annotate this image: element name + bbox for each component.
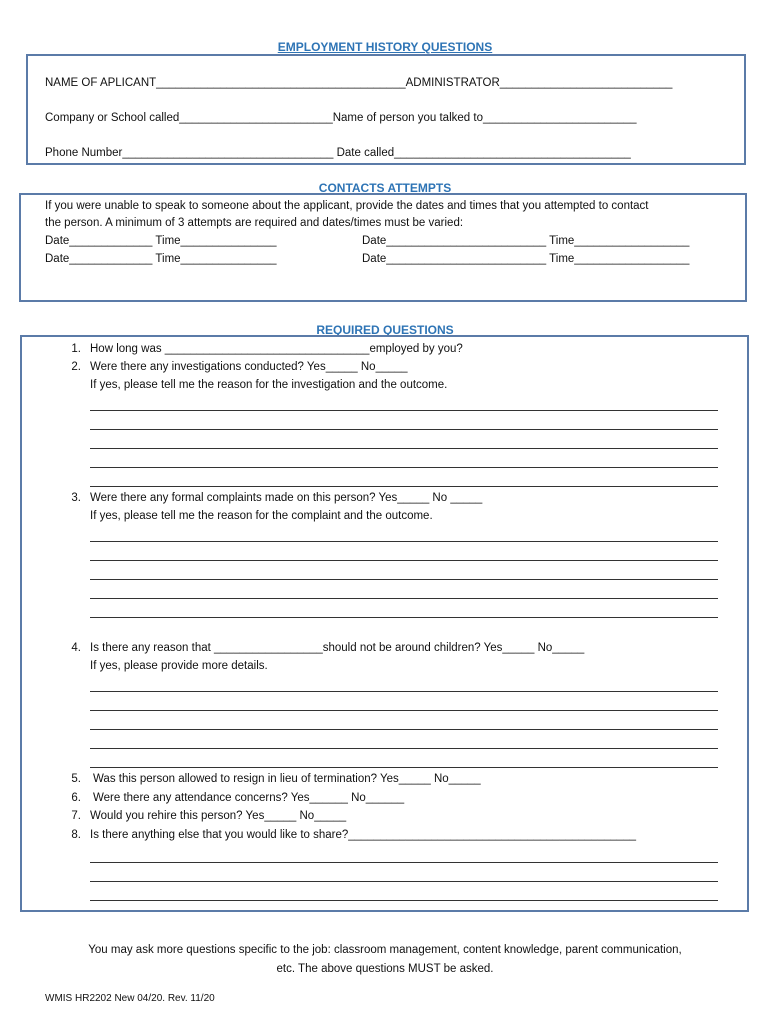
q8-answer-line[interactable] bbox=[90, 900, 718, 901]
q4-answer-line[interactable] bbox=[90, 767, 718, 768]
q2-text[interactable]: Were there any investigations conducted? Yes_____ No_____ bbox=[90, 361, 408, 373]
attempt-1-date-time[interactable]: Date_____________ Time_______________ bbox=[45, 235, 277, 247]
q2-answer-line[interactable] bbox=[90, 486, 718, 487]
q4-followup: If yes, please provide more details. bbox=[90, 660, 268, 672]
required-questions-title: REQUIRED QUESTIONS bbox=[316, 323, 454, 337]
q8-answer-line[interactable] bbox=[90, 862, 718, 863]
q1-text[interactable]: How long was ________________________________employed by you? bbox=[90, 343, 463, 355]
q2-answer-line[interactable] bbox=[90, 448, 718, 449]
contacts-instructions-2: the person. A minimum of 3 attempts are required and dates/times must be varied: bbox=[45, 217, 464, 229]
q2-answer-line[interactable] bbox=[90, 467, 718, 468]
q2-answer-line[interactable] bbox=[90, 429, 718, 430]
q4-answer-line[interactable] bbox=[90, 710, 718, 711]
form-id: WMIS HR2202 New 04/20. Rev. 11/20 bbox=[45, 993, 215, 1004]
page-title: EMPLOYMENT HISTORY QUESTIONS bbox=[277, 40, 493, 54]
q4-answer-line[interactable] bbox=[90, 691, 718, 692]
q2-answer-line[interactable] bbox=[90, 410, 718, 411]
q4-answer-line[interactable] bbox=[90, 729, 718, 730]
q4-number: 4. bbox=[71, 642, 81, 654]
q4-answer-line[interactable] bbox=[90, 748, 718, 749]
q8-text[interactable]: Is there anything else that you would like to share?_____________________________________________ bbox=[90, 829, 637, 841]
q6-number: 6. bbox=[71, 792, 81, 804]
q2-number: 2. bbox=[71, 361, 81, 373]
q7-number: 7. bbox=[71, 810, 81, 822]
q3-answer-line[interactable] bbox=[90, 617, 718, 618]
q8-number: 8. bbox=[71, 829, 81, 841]
q3-text[interactable]: Were there any formal complaints made on this person? Yes_____ No _____ bbox=[90, 492, 483, 504]
q2-followup: If yes, please tell me the reason for the investigation and the outcome. bbox=[90, 379, 448, 391]
company-contact-row[interactable]: Company or School called________________________Name of person you talked to________________________ bbox=[45, 112, 637, 124]
q1-number: 1. bbox=[71, 343, 81, 355]
q3-number: 3. bbox=[71, 492, 81, 504]
applicant-administrator-row[interactable]: NAME OF APLICANT_______________________________________ADMINISTRATOR___________________________ bbox=[45, 77, 673, 89]
q3-answer-line[interactable] bbox=[90, 560, 718, 561]
q3-answer-line[interactable] bbox=[90, 579, 718, 580]
attempt-2-date-time[interactable]: Date_________________________ Time__________________ bbox=[362, 235, 690, 247]
q8-answer-line[interactable] bbox=[90, 881, 718, 882]
q7-text[interactable]: Would you rehire this person? Yes_____ No_____ bbox=[90, 810, 347, 822]
footer-note-1: You may ask more questions specific to the job: classroom management, content knowledge, parent communication, bbox=[88, 944, 682, 956]
q6-text[interactable]: Were there any attendance concerns? Yes______ No______ bbox=[93, 792, 405, 804]
attempt-3-date-time[interactable]: Date_____________ Time_______________ bbox=[45, 253, 277, 265]
phone-date-row[interactable]: Phone Number_________________________________ Date called_____________________________________ bbox=[45, 147, 631, 159]
q3-answer-line[interactable] bbox=[90, 598, 718, 599]
q4-text[interactable]: Is there any reason that _________________should not be around children? Yes_____ No_____ bbox=[90, 642, 585, 654]
attempt-4-date-time[interactable]: Date_________________________ Time__________________ bbox=[362, 253, 690, 265]
q5-text[interactable]: Was this person allowed to resign in lieu of termination? Yes_____ No_____ bbox=[93, 773, 481, 785]
required-questions-box bbox=[20, 335, 749, 912]
q5-number: 5. bbox=[71, 773, 81, 785]
q3-answer-line[interactable] bbox=[90, 541, 718, 542]
contacts-attempts-title: CONTACTS ATTEMPTS bbox=[318, 181, 452, 195]
q3-followup: If yes, please tell me the reason for the complaint and the outcome. bbox=[90, 510, 433, 522]
footer-note-2: etc. The above questions MUST be asked. bbox=[276, 963, 494, 975]
contacts-instructions-1: If you were unable to speak to someone about the applicant, provide the dates and times that you attempted to contact bbox=[45, 200, 649, 212]
